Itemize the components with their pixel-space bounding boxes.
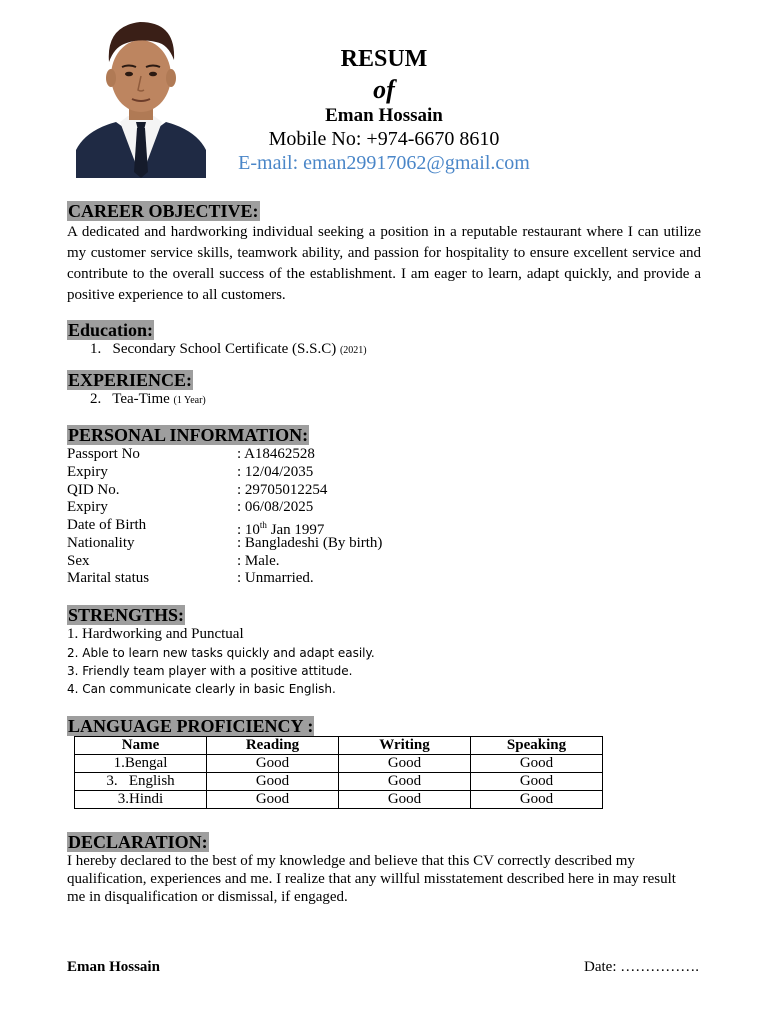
- info-row-sex: [67, 552, 467, 570]
- table-header-row: [75, 737, 603, 755]
- email-address[interactable]: E-mail: eman29917062@gmail.com: [238, 152, 530, 174]
- strength-item: 1. Hardworking and Punctual: [67, 626, 244, 642]
- table-cell: 3. English: [75, 773, 207, 791]
- language-table: [74, 736, 603, 809]
- language-heading: LANGUAGE PROFICIENCY :: [68, 716, 314, 736]
- info-label: Expiry: [67, 499, 108, 515]
- experience-heading: EXPERIENCE:: [68, 370, 193, 390]
- table-cell: Good: [339, 755, 471, 773]
- experience-item-number: 2.: [90, 391, 102, 407]
- table-cell: 1.Bengal: [75, 755, 207, 773]
- info-label: Date of Birth: [67, 517, 147, 533]
- info-row-nationality: [67, 534, 467, 552]
- column-header: Speaking: [471, 737, 603, 755]
- mobile-number: Mobile No: +974-6670 8610: [268, 128, 500, 150]
- info-row-qid: [67, 481, 467, 499]
- table-cell: Good: [207, 791, 339, 809]
- info-value: : Male.: [237, 553, 280, 569]
- personal-info-heading: PERSONAL INFORMATION:: [68, 425, 309, 445]
- table-cell: Good: [471, 791, 603, 809]
- info-label: Sex: [67, 553, 90, 569]
- table-cell: Good: [207, 773, 339, 791]
- strength-item: 4. Can communicate clearly in basic English.: [67, 682, 336, 696]
- info-value: : 06/08/2025: [237, 499, 314, 515]
- table-row: [75, 791, 603, 809]
- table-row: [75, 755, 603, 773]
- info-value: : A18462528: [237, 446, 315, 462]
- table-cell: Good: [207, 755, 339, 773]
- table-row: [75, 773, 603, 791]
- info-label: Nationality: [67, 535, 135, 551]
- career-objective-heading: CAREER OBJECTIVE:: [68, 201, 259, 221]
- resume-subtitle: of: [373, 75, 395, 104]
- column-header: Name: [75, 737, 207, 755]
- resume-title: RESUM: [340, 46, 428, 72]
- info-label: Passport No: [67, 446, 140, 462]
- info-label: Marital status: [67, 570, 150, 586]
- info-value: : Unmarried.: [237, 570, 314, 586]
- info-value: : Bangladeshi (By birth): [237, 535, 383, 551]
- column-header: Reading: [207, 737, 339, 755]
- info-value: : 12/04/2035: [237, 464, 314, 480]
- education-heading: Education:: [68, 320, 154, 340]
- dob-suffix: th: [259, 520, 267, 530]
- info-label: QID No.: [67, 482, 120, 498]
- signature-name: Eman Hossain: [67, 959, 160, 975]
- dob-day: : 10: [237, 522, 260, 538]
- info-row-marital: [67, 569, 467, 587]
- info-label: Expiry: [67, 464, 108, 480]
- info-row-qid-expiry: [67, 498, 467, 516]
- column-header: Writing: [339, 737, 471, 755]
- education-item: [90, 341, 367, 358]
- info-value: : 29705012254: [237, 482, 328, 498]
- table-cell: Good: [471, 755, 603, 773]
- career-objective-text: A dedicated and hardworking individual seeking a position in a reputable restaurant where I can utilize my customer service skills, teamwork ability, and passion for hospitality to ensure excellent service and contribute to the overall success of the establishment. I am eager to learn, adapt quickly, and provide a positive experience to all customers.: [67, 224, 701, 303]
- table-cell: 3.Hindi: [75, 791, 207, 809]
- experience-item-label: Tea-Time: [112, 391, 170, 407]
- declaration-text: I hereby declared to the best of my knowledge and believe that this CV correctly described my qualification, experiences and me. I realize that any willful misstatement described here in may result me in disqualification or dismissal, if engaged.: [67, 853, 676, 905]
- strength-item: 2. Able to learn new tasks quickly and adapt easily.: [67, 646, 375, 660]
- signature-date: Date: …………….: [584, 959, 699, 975]
- education-item-label: Secondary School Certificate (S.S.C): [112, 341, 337, 357]
- declaration-heading: DECLARATION:: [68, 832, 208, 852]
- experience-item-duration: (1 Year): [173, 395, 206, 406]
- info-row-dob: [67, 516, 467, 538]
- dob-rest: Jan 1997: [266, 522, 325, 538]
- education-item-year: (2021): [339, 345, 367, 356]
- info-row-passport: [67, 445, 467, 463]
- strengths-heading: STRENGTHS:: [68, 605, 185, 625]
- strength-item: 3. Friendly team player with a positive attitude.: [67, 664, 353, 678]
- table-cell: Good: [471, 773, 603, 791]
- candidate-name: Eman Hossain: [325, 105, 443, 126]
- info-row-passport-expiry: [67, 463, 467, 481]
- education-item-number: 1.: [90, 341, 102, 357]
- experience-item: [90, 391, 206, 408]
- table-cell: Good: [339, 791, 471, 809]
- table-cell: Good: [339, 773, 471, 791]
